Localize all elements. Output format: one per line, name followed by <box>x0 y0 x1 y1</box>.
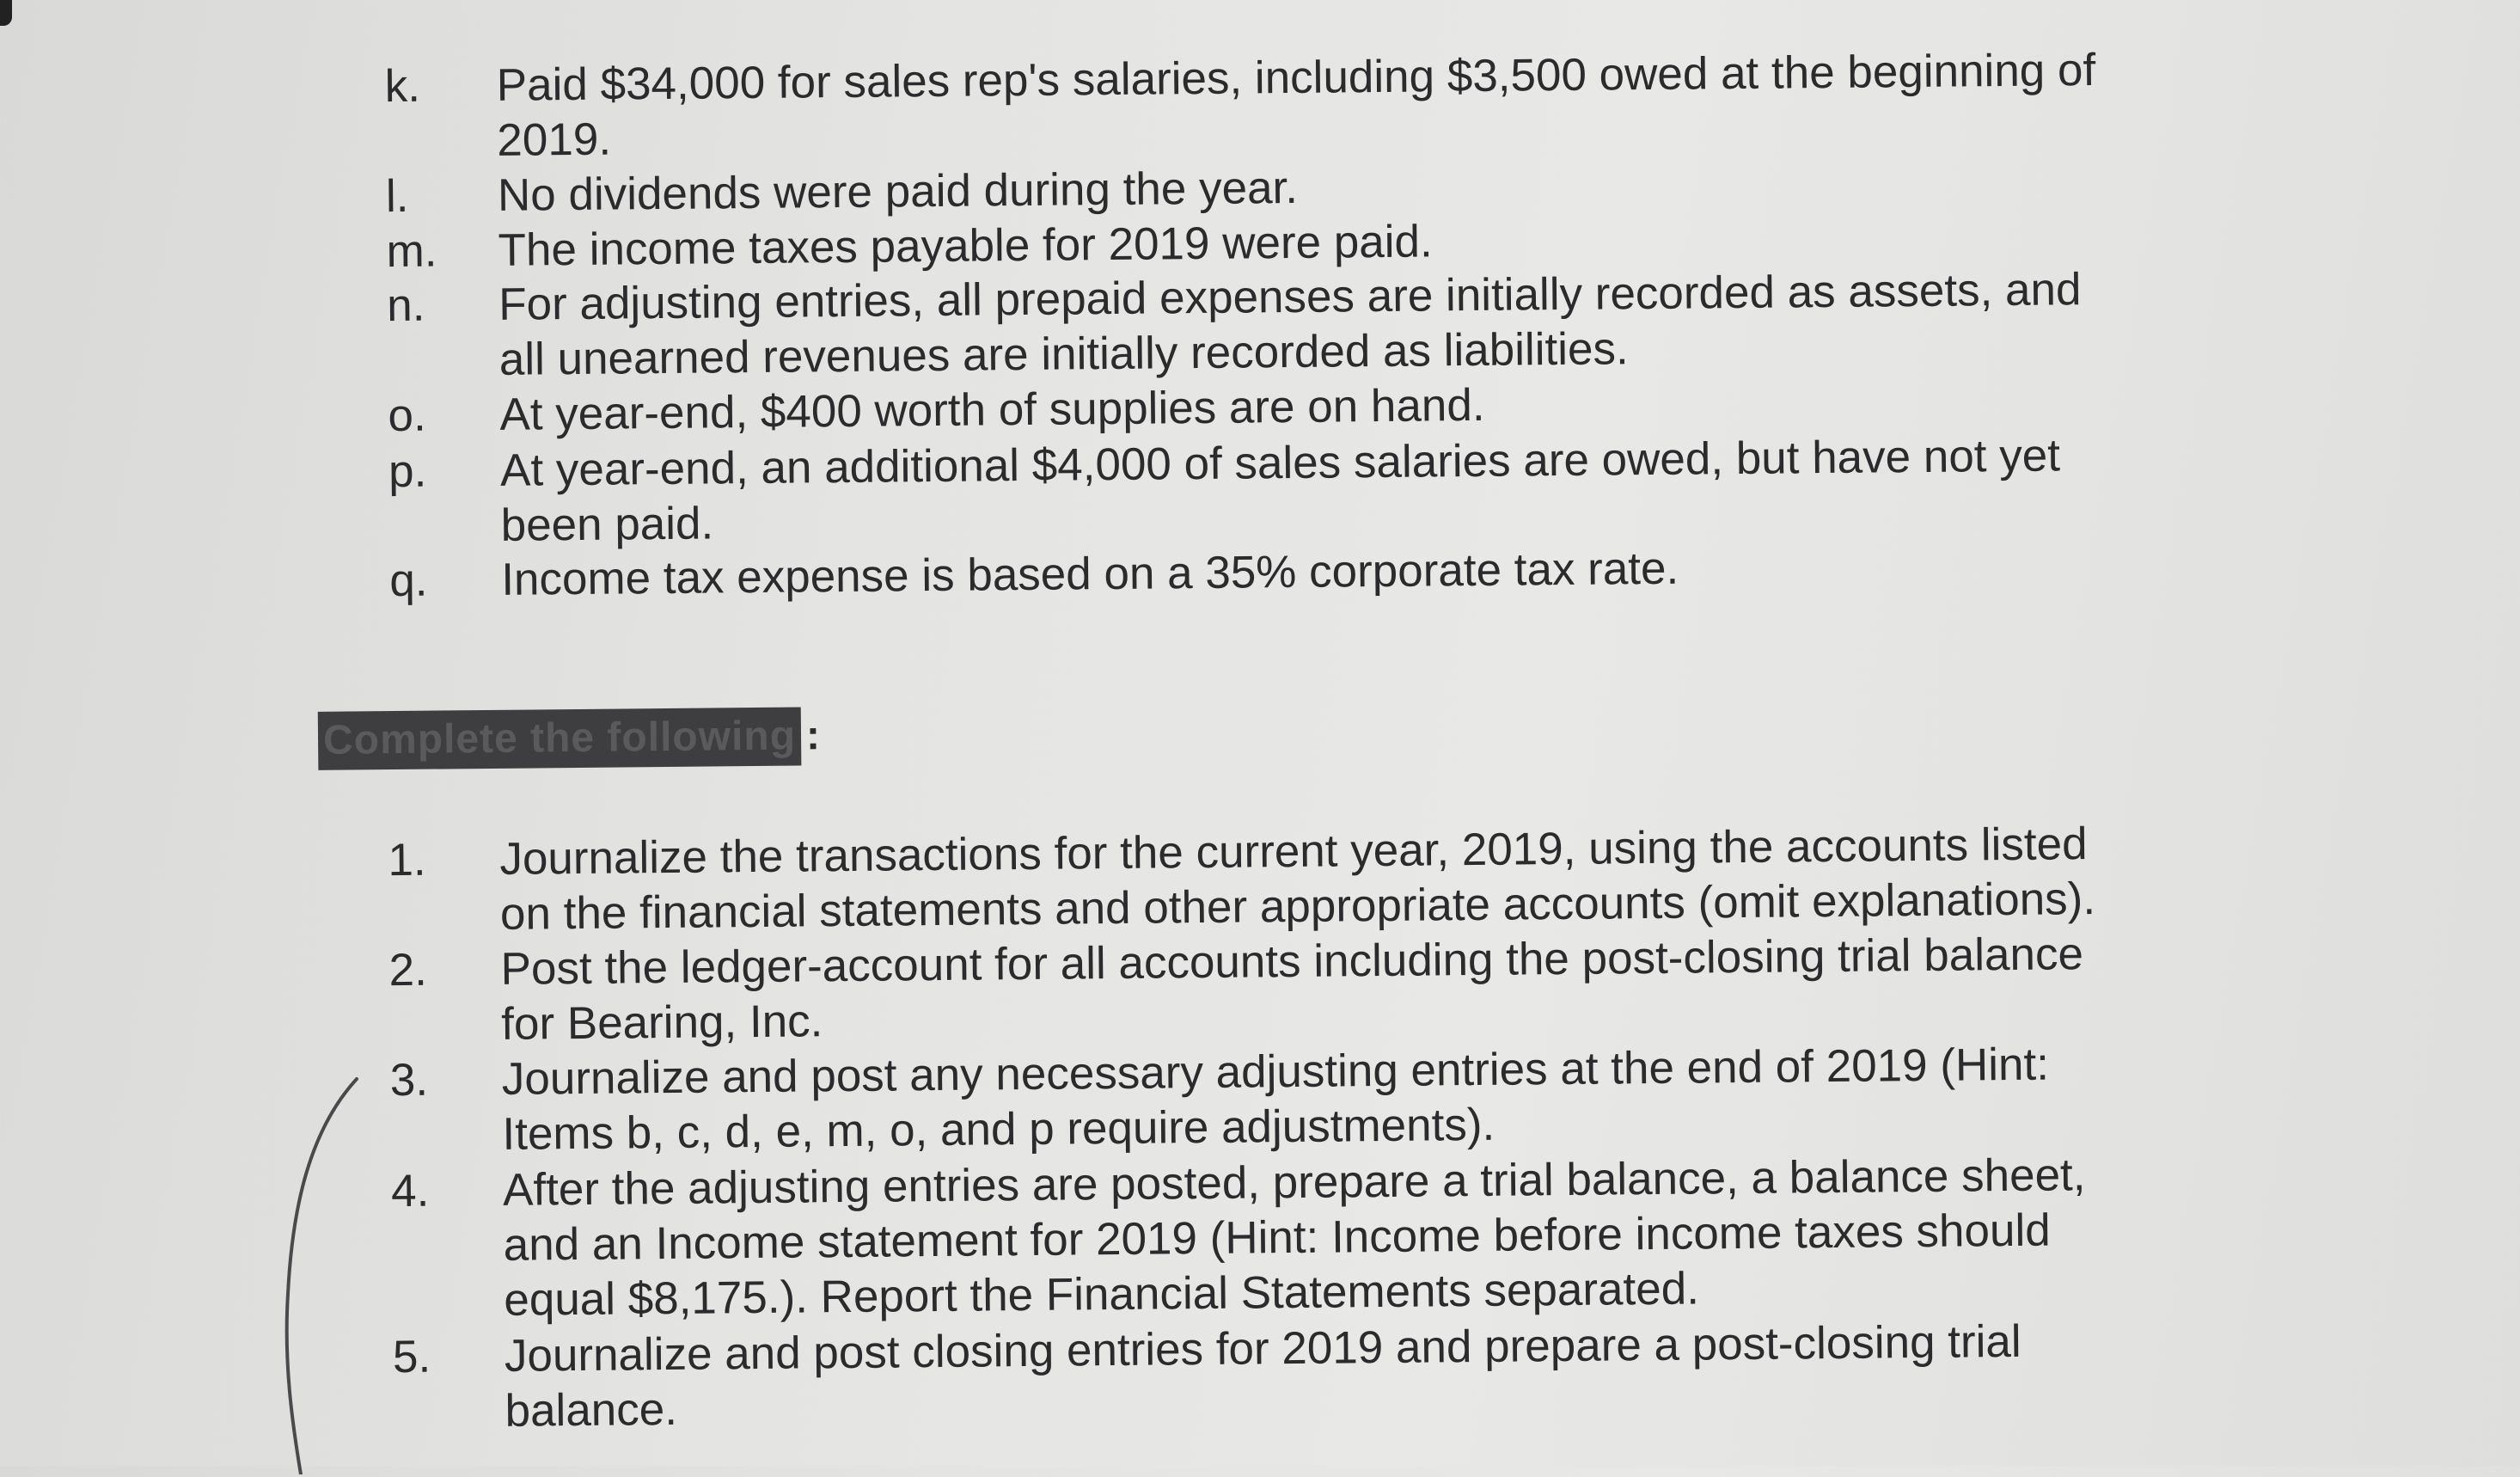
list-text: No dividends were paid during the year. <box>497 162 1299 221</box>
task-text: Journalize the transactions for the current year, 2019, using the accounts listed on the financial statements and other appropriate accounts (omit explanations). <box>499 818 2096 940</box>
list-text: Paid $34,000 for sales rep's salaries, including $3,500 owed at the beginning of 2019. <box>496 45 2096 166</box>
list-marker: q. <box>388 555 428 607</box>
list-text: At year-end, an additional $4,000 of sales salaries are owed, but have not yet been paid. <box>499 430 2061 551</box>
task-text: Journalize and post closing entries for 2019 and prepare a post-closing trial balance. <box>504 1315 2022 1437</box>
list-marker: o. <box>388 389 426 442</box>
task-item-2 <box>388 927 2117 1053</box>
list-text: At year-end, $400 worth of supplies are on hand. <box>499 379 1485 440</box>
task-marker: 1. <box>388 834 426 886</box>
list-marker: m. <box>386 225 437 278</box>
list-item-n <box>387 262 2115 389</box>
list-text: The income taxes payable for 2019 were paid. <box>498 216 1433 276</box>
heading-highlight: Complete the following <box>318 707 802 769</box>
list-marker: k. <box>384 60 421 113</box>
handwritten-bracket-mark <box>275 1070 378 1474</box>
task-marker: 2. <box>388 944 428 996</box>
task-item-1 <box>388 817 2116 943</box>
task-item-4 <box>391 1148 2120 1329</box>
task-text: Post the ledger-account for all accounts including the post-closing trial balance for Bearing, Inc. <box>500 928 2084 1050</box>
section-heading <box>318 707 821 770</box>
heading-colon: : <box>805 713 821 759</box>
list-item-p <box>388 428 2117 555</box>
list-marker: l. <box>385 170 409 223</box>
list-marker: p. <box>388 445 427 498</box>
task-marker: 4. <box>390 1165 430 1217</box>
task-item-3 <box>390 1037 2119 1163</box>
list-text: Income tax expense is based on a 35% corporate tax rate. <box>500 542 1679 605</box>
task-text: Journalize and post any necessary adjusting entries at the end of 2019 (Hint: Items b, c, d, e, m, o, and p require adjustments). <box>501 1039 2050 1160</box>
task-text: After the adjusting entries are posted, prepare a trial balance, a balance sheet, and an Income statement for 2019 (Hint: Income before income taxes should equal $8,175.). Report the Financial Statements separated. <box>502 1149 2086 1326</box>
list-text: For adjusting entries, all prepaid expenses are initially recorded as assets, and all unearned revenues are initially recorded as liabilities. <box>498 264 2082 385</box>
task-marker: 5. <box>392 1331 431 1383</box>
list-item-k <box>384 43 2113 169</box>
task-item-5 <box>393 1314 2121 1440</box>
task-marker: 3. <box>389 1054 429 1106</box>
list-marker: n. <box>386 279 425 332</box>
